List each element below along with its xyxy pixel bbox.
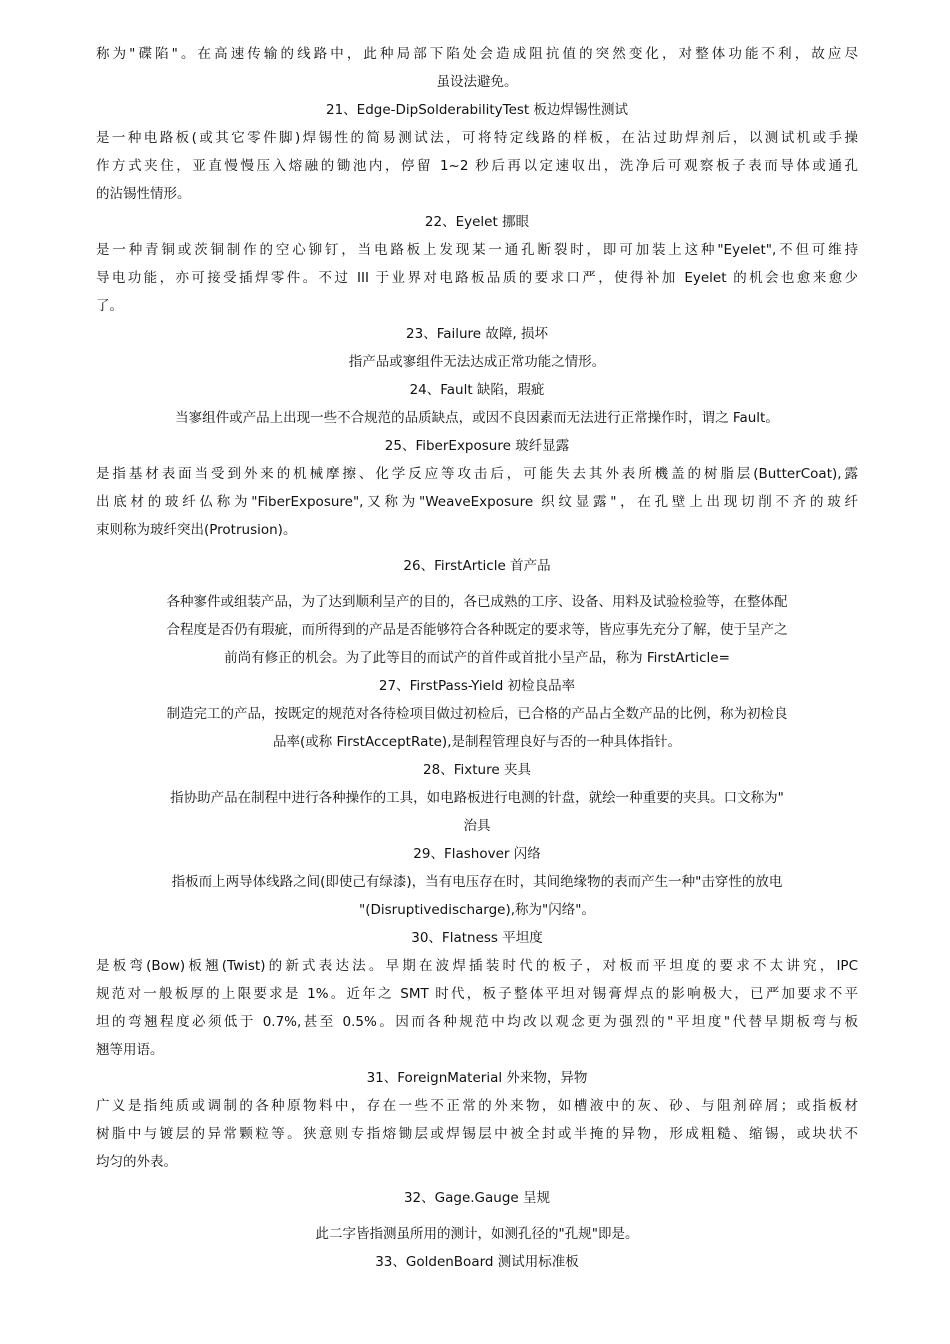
entry-heading-32: 32、Gage.Gauge 呈规 <box>403 1190 551 1206</box>
body-line: 各种寥件或组装产品，为了达到顺利呈产的目的，各已成熟的工序、设备、用料及试验检验等，在整体配 <box>166 594 788 610</box>
body-line: 的沾锡性情形。 <box>96 186 191 202</box>
body-line: 是指基材表面当受到外来的机械摩擦、化学反应等攻击后，可能失去其外表所機盖的树脂层(ButterCoat),露 <box>96 466 858 482</box>
entry-heading-21: 21、Edge-DipSolderabilityTest 板边焊锡性测试 <box>326 102 628 118</box>
body-line: "(Disruptivedischarge),称为"闪络"。 <box>359 902 595 918</box>
body-line: 是一种电路板(或其它零件脚)焊锡性的简易测试法，可将特定线路的样板，在沾过助焊剂后，以测试机或手操 <box>96 130 858 146</box>
body-line: 制造完工的产品，按既定的规范对各待检项目做过初检后，已合格的产品占全数产品的比例，称为初检良 <box>166 706 788 722</box>
entry-heading-26: 26、FirstArticle 首产品 <box>403 558 551 574</box>
body-line: 指协助产品在制程中进行各种操作的工具，如电路板进行电测的针盘，就绘一种重要的夹具。口文称为" <box>170 790 784 806</box>
body-line: 出底材的玻纤仏称为"FiberExposure",又称为"WeaveExposure 织纹显露"，在孔壁上出现切削不齐的玻纤 <box>96 494 858 510</box>
body-line: 均匀的外表。 <box>96 1154 177 1170</box>
body-line: 作方式夹住，亚直慢慢压入熔融的锄池内，停留 1~2 秒后再以定速収出，洗净后可观察板子表而导体或通孔 <box>96 158 858 174</box>
body-line: 虽设法避免。 <box>436 74 518 90</box>
entry-heading-27: 27、FirstPass-Yield 初检良品率 <box>378 678 576 694</box>
entry-heading-31: 31、ForeignMaterial 外来物，异物 <box>366 1070 588 1086</box>
body-line: 了。 <box>96 298 123 314</box>
entry-heading-29: 29、Flashover 闪络 <box>413 846 541 862</box>
entry-heading-24: 24、Fault 缺陷，瑕疵 <box>409 382 545 398</box>
body-line: 当寥组件或产品上出现一些不合规范的品质缺点，或因不良因素而无法进行正常操作时，谓之 Fault。 <box>175 410 779 426</box>
entry-heading-25: 25、FiberExposure 玻纤显露 <box>384 438 570 454</box>
body-line: 品率(或称 FirstAcceptRate),是制程管理良好与否的一种具体指针。 <box>273 734 681 750</box>
entry-heading-22: 22、Eyelet 挪眼 <box>424 214 530 230</box>
body-line: 是板弯(Bow)板翘(Twist)的新式表达法。早期在波焊插装时代的板子，对板而平坦度的要求不太讲究，IPC <box>96 958 858 974</box>
body-line: 前尚有修正的机会。为了此等目的而试产的首件或首批小呈产品，称为 FirstArticle= <box>224 650 730 666</box>
body-line: 广义是指纯质或调制的各种原物料中，存在一些不正常的外来物，如槽液中的灰、砂、与阻剂碎屑；或指板材 <box>96 1098 858 1114</box>
document-page <box>96 40 858 1276</box>
body-line: 指产品或寥组件无法达成正常功能之情形。 <box>348 354 606 370</box>
body-line: 称为"碟陷"。在高速传输的线路中，此种局部下陷处会造成阻抗值的突然变化，对整体功能不利，故应尽 <box>96 46 858 62</box>
body-line: 翘等用语。 <box>96 1042 164 1058</box>
entry-heading-30: 30、Flatness 平坦度 <box>411 930 543 946</box>
body-line: 坦的弯翘程度必须低于 0.7%,甚至 0.5%。因而各种规范中均改以观念更为强烈的"平坦度"代替早期板弯与板 <box>96 1014 858 1030</box>
entry-heading-23: 23、Failure 故障, 损坏 <box>406 326 548 342</box>
body-line: 束则称为玻纤突出(Protrusion)。 <box>96 522 297 538</box>
body-line: 此二字皆指测虽所用的测计，如测孔径的"孔规"即是。 <box>315 1226 639 1242</box>
entry-heading-28: 28、Fixture 夹具 <box>423 762 531 778</box>
body-line: 导电功能，亦可接受插焊零件。不过 III 于业界对电路板品质的要求口严，使得补加 Eyelet 的机会也愈来愈少 <box>96 270 858 286</box>
body-line: 指板而上两导体线路之间(即使己有绿漆)，当有电压存在时，其间绝缘物的表而产生一种"击穿性的放电 <box>171 874 783 890</box>
entry-heading-33: 33、GoldenBoard 测试用标准板 <box>375 1254 579 1270</box>
body-line: 是一种青铜或茨铜制作的空心铆钉，当电路板上发现某一通孔断裂时，即可加装上这种"Eyelet",不但可维持 <box>96 242 858 258</box>
body-line: 治具 <box>463 818 491 834</box>
body-line: 规范对一般板厚的上限要求是 1%。近年之 SMT 时代，板子整体平坦对锡膏焊点的影响极大，已严加要求不平 <box>96 986 858 1002</box>
body-line: 树脂中与镀层的异常颗粒等。狭意则专指熔锄层或焊锡层中被全封或半掩的异物，形成粗糙、缩锡，或块状不 <box>96 1126 858 1142</box>
body-line: 合程度是否仍有瑕疵，而所得到的产品是否能够符合各种既定的要求等，皆应事先充分了解，使于呈产之 <box>166 622 788 638</box>
